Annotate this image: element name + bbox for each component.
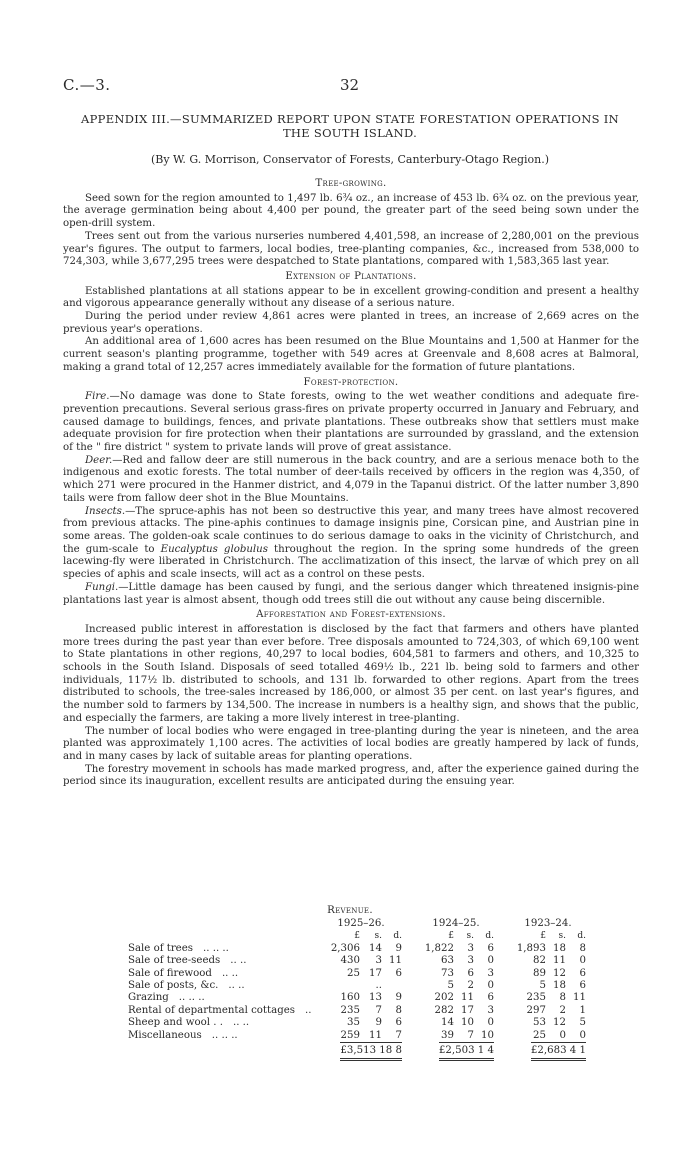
table-row — [128, 943, 586, 955]
total-1924-25: £2,503 1 4 — [439, 1042, 494, 1061]
unit-shillings: s. — [374, 931, 382, 942]
paragraph: An additional area of 1,600 acres has been resumed on the Blue Mountains and 1,500 at Hanmer for the current season's planting programme, together with 549 acres at Greenvale and 8,608 acres at Balmoral, making a grand total of 12,257 acres immediately available for the formation of future plantations. — [63, 336, 639, 373]
paragraph-insects — [63, 506, 639, 582]
heading-forest-protection: Forest-protection. — [303, 376, 399, 388]
dot-leader: .. .. .. — [178, 992, 205, 1004]
row-label-text: Grazing — [128, 992, 169, 1004]
amount-cell — [382, 980, 402, 992]
title-line-2: THE SOUTH ISLAND. — [282, 126, 418, 140]
year-heading: 1923–24. — [524, 918, 572, 929]
dot-leader: .. .. — [230, 955, 247, 967]
amount-cell: 160 — [340, 992, 360, 1004]
amount-cell: 25 — [347, 967, 360, 979]
amount-cell: 9 — [395, 942, 402, 954]
amount-cell: 1,822 — [424, 942, 454, 954]
table-row — [128, 955, 586, 967]
text-fungi: —Little damage has been caused by fungi, and the serious danger which threatened insignis-pine plantations last year is almost absent, though odd trees still die out without any cause being discernible. — [63, 581, 639, 606]
table-row — [128, 1017, 586, 1029]
amount-cell: 1,893 — [516, 942, 546, 954]
dot-leader: .. .. — [221, 967, 239, 979]
unit-row — [128, 930, 586, 942]
amount-cell: 8 — [559, 992, 566, 1004]
amount-cell: 11 — [369, 1029, 382, 1041]
text-insects-b: throughout the region. In the spring some hundreds of the green lacewing-fly were liberated in Christchurch. The acclimatization of this insect, the larvæ of which prey on all species of aphis and scale insects, will act as a control on these pests. — [63, 543, 639, 581]
paragraph: Established plantations at all stations appear to be in excellent growing-condition and present a healthy and vigorous appearance generally without any disease of a serious nature. — [63, 285, 639, 310]
amount-cell: 6 — [579, 980, 586, 992]
amount-cell: 0 — [559, 1029, 566, 1041]
year-heading: 1924–25. — [432, 918, 480, 929]
row-label — [128, 1017, 320, 1029]
row-label — [128, 1005, 320, 1017]
amount-cell: 1 — [579, 1004, 586, 1016]
amount-cell: 0 — [487, 980, 494, 992]
amount-cell: 7 — [395, 1029, 402, 1041]
row-label-text: Sheep and wool . . — [128, 1017, 223, 1029]
paragraph: Increased public interest in afforestation is disclosed by the fact that farmers and others have planted more trees during the past year than ever before. Tree disposals amounted to 724,303, of which 69,100 went to State plantations in other regions, 40,297 to local bodies, 604,581 to farmers and others, and 10,325 to schools in the South Island. Disposals of seed totalled 469½ lb., 221 lb. being sold to farmers and other individuals, 117½ lb. distributed to schools, and 131 lb. forwarded to other regions. Apart from the trees distributed to schools, the tree-sales increased by 186,000, or almost 35 per cent. on last year's figures, and the number sold to farmers by 134,500. The increase in numbers is a healthy sign, and shows that the public, and especially the farmers, are taking a more lively interest in tree-planting. — [63, 623, 639, 724]
amount-cell: 18 — [553, 942, 566, 954]
amount-cell: 5 — [579, 1017, 586, 1029]
amount-cell: 6 — [467, 967, 474, 979]
amount-cell: 18 — [553, 980, 566, 992]
amount-cell: 235 — [526, 992, 546, 1004]
amount-cell: 12 — [553, 967, 566, 979]
table-row — [128, 1005, 586, 1017]
row-label-text: Miscellaneous — [128, 1029, 202, 1041]
row-label — [128, 943, 320, 955]
row-label-text: Sale of firewood — [128, 967, 212, 979]
amount-cell — [320, 980, 360, 992]
amount-cell: 8 — [395, 1004, 402, 1016]
year-header-row — [128, 918, 586, 930]
amount-cell: 3 — [467, 942, 474, 954]
dot-leader: .. .. .. — [202, 942, 229, 954]
amount-cell: 2 — [559, 1004, 566, 1016]
amount-cell: 430 — [340, 955, 360, 967]
table-row — [128, 992, 586, 1004]
amount-cell: 7 — [467, 1029, 474, 1041]
species-name: Eucalyptus globulus — [160, 543, 268, 555]
amount-cell: 8 — [579, 942, 586, 954]
amount-cell: 13 — [369, 992, 382, 1004]
amount-cell: 202 — [434, 992, 454, 1004]
table-row — [128, 968, 586, 980]
amount-cell: 0 — [579, 955, 586, 967]
amount-cell: 6 — [395, 1017, 402, 1029]
revenue-heading: Revenue. — [327, 905, 373, 916]
unit-pence: d. — [393, 931, 402, 942]
revenue-table — [128, 918, 586, 1061]
amount-cell: 282 — [434, 1004, 454, 1016]
author-byline: (By W. G. Morrison, Conservator of Forests, Canterbury-Otago Region.) — [150, 153, 550, 166]
row-label — [128, 1030, 320, 1042]
amount-cell: 5 — [447, 980, 454, 992]
unit-shillings: s. — [466, 931, 474, 942]
row-label — [128, 955, 320, 967]
amount-cell: 6 — [579, 967, 586, 979]
amount-cell: 73 — [441, 967, 454, 979]
paragraph: The number of local bodies who were engaged in tree-planting during the year is nineteen, and the area planted was approximately 1,100 acres. The activities of local bodies are greatly hampered by lack of funds, and in many cases by lack of suitable areas for planting operations. — [63, 725, 639, 762]
unit-pounds: £ — [448, 931, 454, 942]
amount-cell: 5 — [539, 980, 546, 992]
row-label — [128, 968, 320, 980]
amount-cell: 89 — [533, 967, 546, 979]
amount-cell: 0 — [487, 955, 494, 967]
amount-cell: 7 — [375, 1004, 382, 1016]
paragraph-fungi — [63, 582, 639, 607]
heading-tree-growing: Tree-growing. — [315, 178, 387, 189]
total-1923-24: £2,683 4 1 — [531, 1042, 586, 1061]
amount-cell: 2,306 — [330, 942, 360, 954]
amount-cell: 12 — [553, 1017, 566, 1029]
appendix-title — [70, 112, 630, 140]
amount-cell: 9 — [375, 1017, 382, 1029]
amount-cell: 9 — [395, 992, 402, 1004]
row-label-text: Sale of posts, &c. — [128, 980, 219, 992]
paragraph-deer — [63, 455, 639, 506]
amount-cell: 11 — [553, 955, 566, 967]
row-label-text: Sale of trees — [128, 942, 193, 954]
amount-cell: 14 — [441, 1017, 454, 1029]
amount-cell: 39 — [441, 1029, 454, 1041]
year-heading: 1925–26. — [337, 918, 385, 929]
row-label-text: Sale of tree-seeds — [128, 955, 221, 967]
text-fire: —No damage was done to State forests, owing to the wet weather conditions and adequate fire-prevention precautions. Several serious grass-fires on private property occurred in January and February, and caused damage to buildings, fences, and private plantations. These outbreaks show that settlers must make adequate provision for fire protection when their plantations are surrounded by grassland, and the extension of the " fire district " system to private lands will prove of great assistance. — [63, 391, 639, 454]
unit-pence: d. — [577, 931, 586, 942]
unit-shillings: s. — [558, 931, 566, 942]
amount-cell: 10 — [481, 1029, 494, 1041]
row-label-text: Rental of departmental cottages — [128, 1004, 295, 1016]
report-body — [63, 176, 639, 789]
dot-leader: .. .. — [232, 1017, 250, 1029]
amount-cell: 297 — [526, 1004, 546, 1016]
unit-pence: d. — [485, 931, 494, 942]
row-label — [128, 992, 320, 1004]
amount-cell: 6 — [487, 942, 494, 954]
paragraph: Seed sown for the region amounted to 1,497 lb. 6¾ oz., an increase of 453 lb. 6¾ oz. on the previous year, the average germination being about 4,400 per pound, the greater part of the seed being sown under the open-drill system. — [63, 192, 639, 230]
amount-cell: 3 — [487, 967, 494, 979]
amount-cell: 17 — [461, 1004, 474, 1016]
dot-leader: .. .. — [228, 980, 245, 992]
totals-row — [128, 1042, 586, 1061]
amount-cell: 53 — [533, 1017, 546, 1029]
amount-cell: 82 — [533, 955, 546, 967]
paragraph: Trees sent out from the various nurseries numbered 4,401,598, an increase of 2,280,001 on the previous year's figures. The output to farmers, local bodies, tree-planting companies, &c., increased from 538,000 to 724,303, while 3,677,295 trees were despatched to State plantations, compared with 1,583,365 last year. — [63, 230, 639, 268]
amount-cell: 11 — [389, 955, 402, 967]
dot-leader: .. — [304, 1004, 312, 1016]
amount-cell: 3 — [375, 955, 382, 967]
amount-cell: 0 — [487, 1017, 494, 1029]
amount-cell: 6 — [487, 992, 494, 1004]
title-line-1: APPENDIX III.—SUMMARIZED REPORT UPON STATE FORESTATION OPERATIONS IN — [81, 112, 619, 126]
amount-cell: 3 — [467, 955, 474, 967]
page-number: 32 — [340, 76, 360, 94]
unit-pounds: £ — [354, 931, 360, 942]
amount-cell: 10 — [461, 1017, 474, 1029]
unit-pounds: £ — [540, 931, 546, 942]
amount-cell: 25 — [533, 1029, 546, 1041]
label-deer: Deer. — [85, 454, 113, 466]
amount-cell: 259 — [340, 1029, 360, 1041]
amount-cell: 63 — [441, 955, 454, 967]
amount-cell: 3 — [487, 1004, 494, 1016]
text-insects-a: —The spruce-aphis has not been so destructive this year, and many trees have almost recovered from previous attacks. The pine-aphis continues to damage insignis pine, Corsican pine, and Austrian pine in some areas. The golden-oak scale continues to do serious damage to oaks in the vicinity of Christchurch, and the gum-scale to — [63, 505, 639, 555]
paragraph-fire — [63, 391, 639, 455]
amount-cell: 6 — [395, 967, 402, 979]
table-row — [128, 1030, 586, 1042]
amount-cell: 17 — [369, 967, 382, 979]
label-fire: Fire. — [85, 391, 110, 403]
amount-cell: 14 — [369, 942, 382, 954]
amount-cell: 235 — [340, 1004, 360, 1016]
heading-extension: Extension of Plantations. — [285, 270, 417, 282]
amount-cell: 2 — [467, 980, 474, 992]
document-reference: C.—3. — [63, 76, 111, 94]
table-row — [128, 980, 586, 992]
amount-cell: 11 — [573, 992, 586, 1004]
total-1925-26: £3,513 18 8 — [340, 1042, 402, 1061]
heading-afforestation: Afforestation and Forest-extensions. — [256, 609, 446, 621]
label-fungi: Fungi. — [85, 581, 119, 593]
row-label — [128, 980, 320, 992]
text-deer: —Red and fallow deer are still numerous in the back country, and are a serious menace both to the indigenous and exotic forests. The total number of deer-tails received by officers in the region was 4,350, of which 271 were procured in the Hanmer district, and 4,079 in the Tapanui district. Of the latter number 3,890 tails were from fallow deer shot in the Blue Mountains. — [63, 454, 639, 504]
dot-leader: .. .. .. — [211, 1029, 238, 1041]
paragraph: During the period under review 4,861 acres were planted in trees, an increase of 2,669 acres on the previous year's operations. — [63, 311, 639, 335]
revenue-rows — [128, 943, 586, 1042]
label-insects: Insects. — [85, 505, 126, 517]
paragraph: The forestry movement in schools has made marked progress, and, after the experience gained during the period since its inauguration, excellent results are anticipated during the ensuing year. — [63, 763, 639, 788]
amount-cell: 35 — [347, 1017, 360, 1029]
amount-cell: .. — [375, 980, 382, 992]
amount-cell: 0 — [579, 1029, 586, 1041]
amount-cell: 11 — [461, 992, 474, 1004]
